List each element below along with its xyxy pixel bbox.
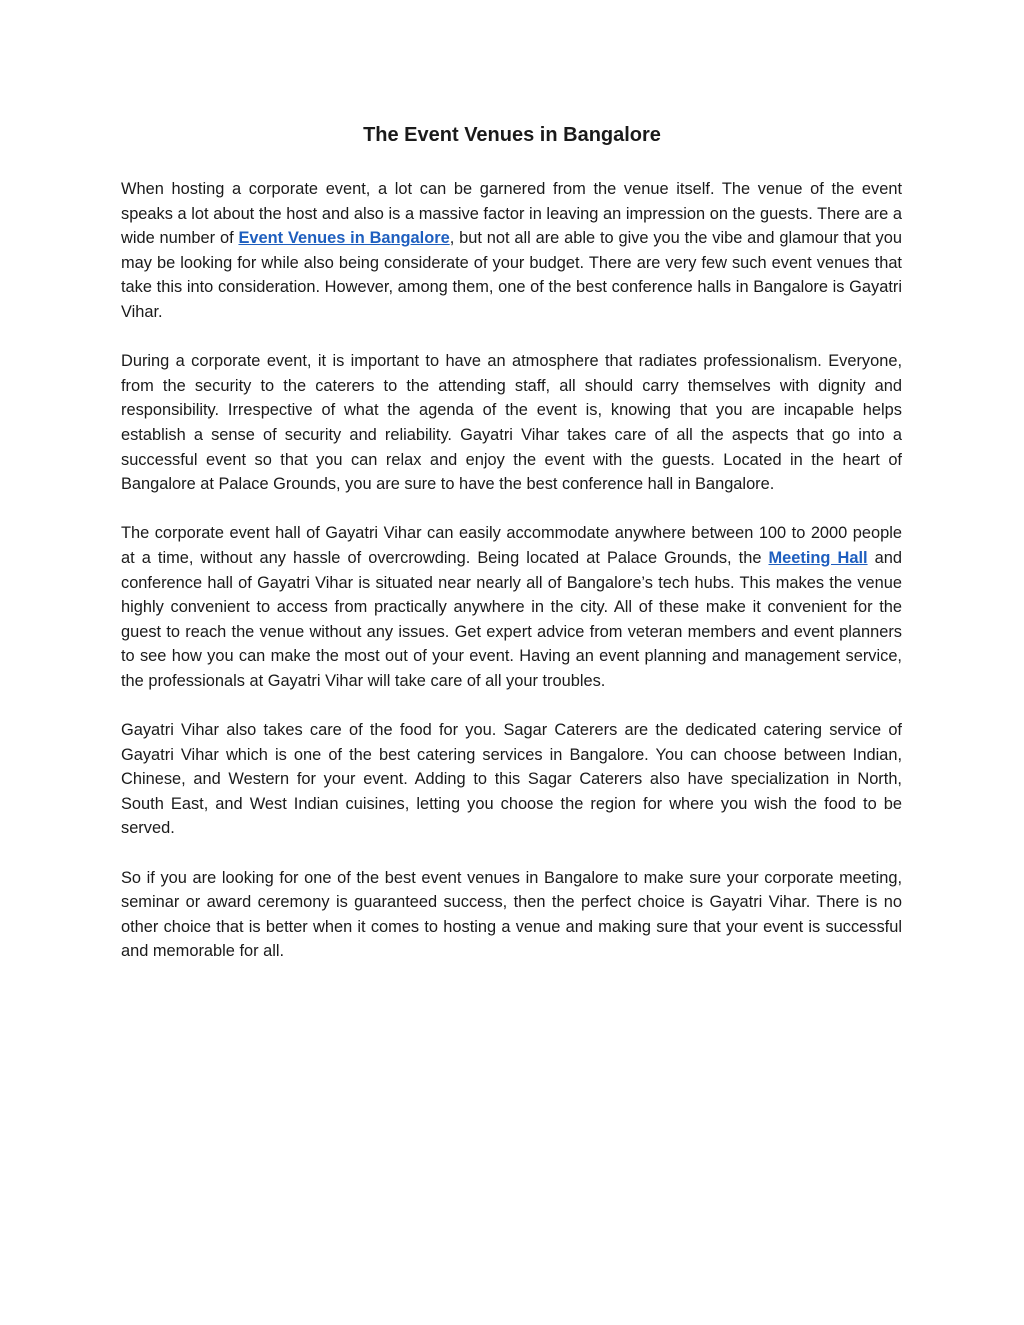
paragraph-text: The corporate event hall of Gayatri Vihar can easily accommodate anywhere between 100 to 2000 people at a time, without any hassle of overcrowding. Being located at Palace Grounds, the: [121, 524, 902, 567]
paragraph-atmosphere: During a corporate event, it is important to have an atmosphere that radiates professionalism. Everyone, from the security to the caterers to the attending staff, all should carry themselves with dignity and responsibility. Irrespective of what the agenda of the event is, knowing that you are incapable helps establish a sense of security and reliability. Gayatri Vihar takes care of all the aspects that go into a successful event so that you can relax and enjoy the event with the guests. Located in the heart of Bangalore at Palace Grounds, you are sure to have the best conference hall in Bangalore.: [121, 352, 902, 494]
event-venues-link[interactable]: Event Venues in Bangalore: [238, 229, 450, 248]
paragraph-catering: Gayatri Vihar also takes care of the food for you. Sagar Caterers are the dedicated catering service of Gayatri Vihar which is one of the best catering services in Bangalore. You can choose between Indian, Chinese, and Western for your event. Adding to this Sagar Caterers also have specialization in North, South East, and West Indian cuisines, letting you choose the region for where you wish the food to be served.: [121, 721, 902, 838]
paragraph-text: When hosting a corporate event, a lot can be garnered from the venue itself. The venue of the event speaks a lot about the host and also is a massive factor in leaving an impression on the guests. There are a wide number of: [121, 180, 902, 248]
paragraph-text: , but not all are able to give you the vibe and glamour that you may be looking for while also being considerate of your budget. There are very few such event venues that take this into consideration. However, among them, one of the best conference halls in Bangalore is Gayatri Vihar.: [121, 229, 902, 321]
paragraph-conclusion: So if you are looking for one of the best event venues in Bangalore to make sure your corporate meeting, seminar or award ceremony is guaranteed success, then the perfect choice is Gayatri Vihar. There is no other choice that is better when it comes to hosting a venue and making sure that your event is successful and memorable for all.: [121, 868, 902, 961]
paragraph-text: and conference hall of Gayatri Vihar is situated near nearly all of Bangalore’s tech hubs. This makes the venue highly convenient to access from practically anywhere in the city. All of these make it convenient for the guest to reach the venue without any issues. Get expert advice from veteran members and event planners to see how you can make the most out of your event. Having an event planning and management service, the professionals at Gayatri Vihar will take care of all your troubles.: [121, 548, 902, 690]
meeting-hall-link[interactable]: Meeting Hall: [768, 548, 868, 567]
paragraph-capacity: [121, 521, 902, 693]
document-title: The Event Venues in Bangalore: [363, 124, 661, 146]
document-body: [121, 177, 902, 989]
paragraph-intro: [121, 177, 902, 325]
